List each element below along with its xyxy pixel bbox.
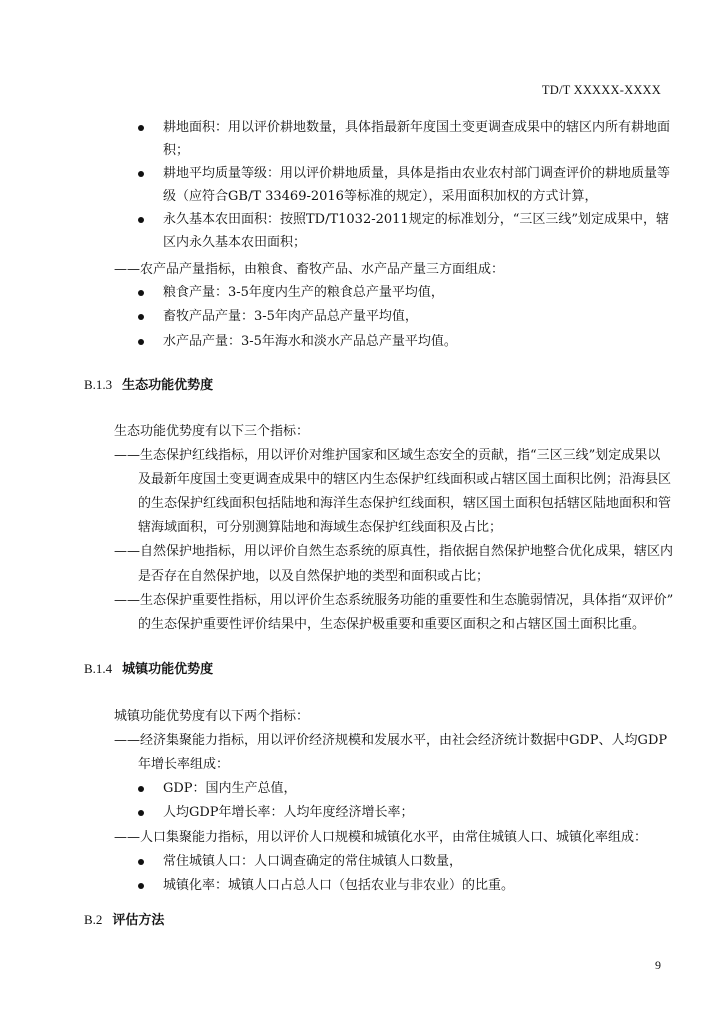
text-line: 生态功能优势度有以下三个指标： — [114, 424, 310, 439]
text-line: ——自然保护地指标，用以评价自然生态系统的原真性，指依据自然保护地整合优化成果，辖区内 — [114, 544, 674, 559]
text-line: ——农产品产量指标，由粮食、畜牧产品、水产品产量三方面组成： — [114, 262, 505, 277]
section-number: B.1.3 — [84, 377, 113, 392]
text-line: 耕地平均质量等级：用以评价耕地质量，具体是指由农业农村部门调查评价的耕地质量等 — [163, 166, 671, 181]
text-line: 人均GDP年增长率：人均年度经济增长率； — [163, 805, 414, 820]
bullet-icon — [138, 171, 144, 177]
text-line: 粮食产量：3-5年度内生产的粮食总产量平均值， — [163, 285, 444, 300]
text-line: GDP：国内生产总值， — [163, 781, 297, 796]
bullet-icon — [138, 290, 144, 296]
bullet-icon — [138, 125, 144, 131]
bullet-icon — [138, 314, 144, 320]
page-number: 9 — [655, 958, 661, 972]
section-heading — [84, 662, 213, 676]
section-number: B.1.4 — [84, 661, 113, 676]
bullet-icon — [138, 339, 144, 345]
section-title: 评估方法 — [112, 913, 165, 928]
text-line: 积； — [163, 143, 190, 158]
text-line: ——生态保护红线指标，用以评价对维护国家和区域生态安全的贡献，指“三区三线”划定成果以 — [114, 448, 661, 463]
text-line: 的生态保护红线面积包括陆地和海洋生态保护红线面积，辖区国土面积包括辖区陆地面积和管 — [138, 496, 672, 511]
section-title: 生态功能优势度 — [122, 378, 214, 393]
bullet-icon — [138, 883, 144, 889]
text-line: 耕地面积：用以评价耕地数量，具体指最新年度国土变更调查成果中的辖区内所有耕地面 — [163, 120, 671, 135]
section-number: B.2 — [84, 912, 103, 927]
text-line: ——生态保护重要性指标，用以评价生态系统服务功能的重要性和生态脆弱情况，具体指“双评价” — [114, 593, 674, 608]
text-line: 城镇化率：城镇人口占总人口（包括农业与非农业）的比重。 — [163, 878, 515, 893]
text-line: 城镇功能优势度有以下两个指标： — [114, 709, 310, 724]
text-line: 畜牧产品产量：3-5年肉产品总产量平均值， — [163, 309, 418, 324]
bullet-icon — [138, 810, 144, 816]
bullet-icon — [138, 217, 144, 223]
section-title: 城镇功能优势度 — [122, 662, 214, 677]
text-line: 区内永久基本农田面积； — [163, 235, 307, 250]
text-line: 水产品产量：3-5年海水和淡水产品总产量平均值。 — [163, 334, 457, 349]
text-line: 辖海域面积，可分别测算陆地和海域生态保护红线面积及占比； — [138, 520, 503, 535]
bullet-icon — [138, 786, 144, 792]
text-line: 级（应符合GB/T 33469-2016等标准的规定），采用面积加权的方式计算， — [163, 189, 598, 204]
section-heading — [84, 913, 164, 927]
text-line: 及最新年度国土变更调查成果中的辖区内生态保护红线面积或占辖区国土面积比例；沿海县区 — [138, 472, 672, 487]
text-line: 的生态保护重要性评价结果中，生态保护极重要和重要区面积之和占辖区国土面积比重。 — [138, 617, 646, 632]
document-code: TD/T XXXXX-XXXX — [541, 83, 661, 97]
text-line: 永久基本农田面积：按照TD/T1032-2011规定的标准划分，“三区三线”划定成果中，辖 — [163, 212, 669, 227]
text-line: 常住城镇人口：人口调查确定的常住城镇人口数量， — [163, 854, 463, 869]
section-heading — [84, 378, 213, 392]
text-line: 是否存在自然保护地，以及自然保护地的类型和面积或占比； — [138, 569, 490, 584]
text-line: 年增长率组成： — [138, 757, 230, 772]
text-line: ——人口集聚能力指标，用以评价人口规模和城镇化水平，由常住城镇人口、城镇化率组成： — [114, 830, 648, 845]
bullet-icon — [138, 859, 144, 865]
text-line: ——经济集聚能力指标，用以评价经济规模和发展水平，由社会经济统计数据中GDP、人均GDP — [114, 733, 668, 748]
